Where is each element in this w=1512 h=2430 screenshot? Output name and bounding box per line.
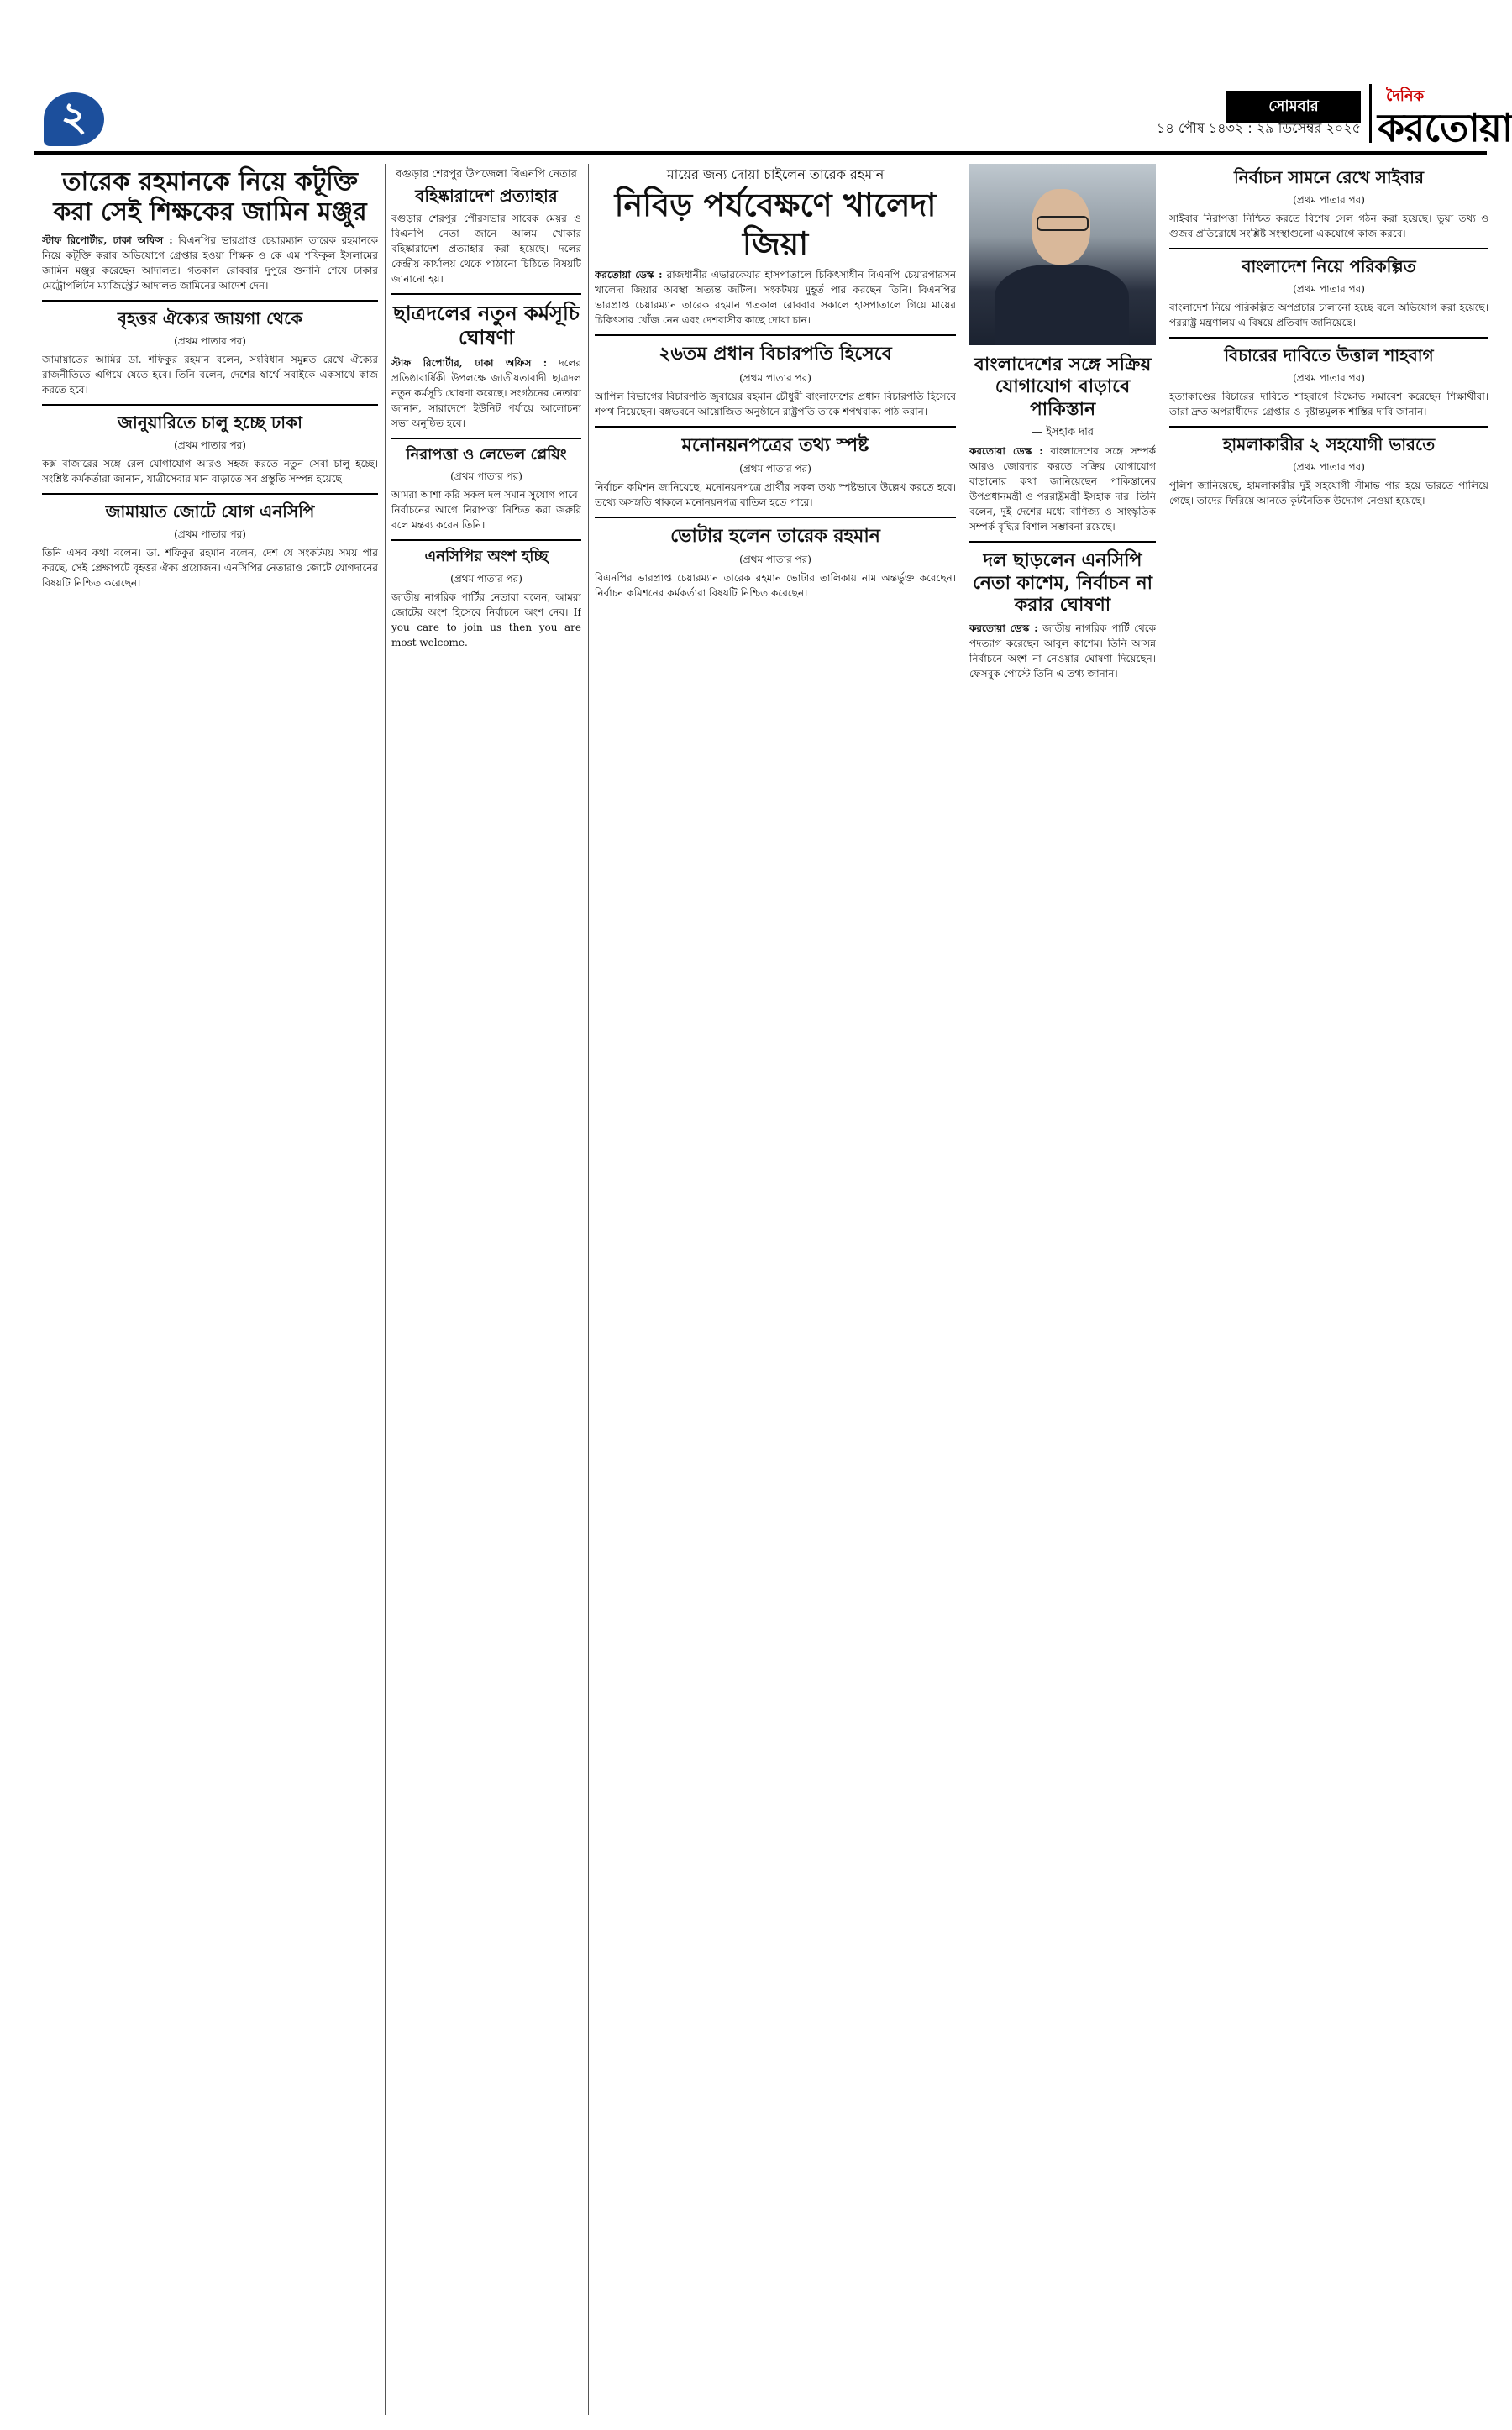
kicker: বগুড়ার শেরপুর উপজেলা বিএনপি নেতার (396, 168, 577, 181)
logo-small-text: দৈনিক (1386, 87, 1425, 105)
column-rule (385, 164, 386, 2415)
headline-pakistan-contact: বাংলাদেশের সঙ্গে সক্রিয় যোগাযোগ বাড়াবে পাকিস্তান (974, 354, 1152, 420)
continued-label: (প্রথম পাতার পর) (450, 470, 522, 483)
byline: স্টাফ রিপোর্টার, ঢাকা অফিস : (42, 234, 173, 246)
photo-glasses (1037, 216, 1089, 231)
story-text: হত্যাকাণ্ডের বিচারের দাবিতে শাহবাগে বিক্ষোভ সমাবেশ করেছেন শিক্ষার্থীরা। তারা দ্রুত অপরাধীদের গ্রেপ্তার ও দৃষ্টান্তমূলক শাস্তির দাবি জানান। (1169, 391, 1488, 417)
headline-nomination-info: মনোনয়নপত্রের তথ্য স্পষ্ট (681, 433, 869, 456)
lead-text: রাজধানীর এভারকেয়ার হাসপাতালে চিকিৎসাধীন বিএনপি চেয়ারপারসন খালেদা জিয়ার অবস্থা অত্যন্ত জটিল। সংকটময় মুহূর্ত পার করছেন তিনি। বিএনপির ভারপ্রাপ্ত চেয়ারম্যান তারেক রহমান গতকাল রোববার সকালে হাসপাতালে গিয়ে মায়ের চিকিৎসার খোঁজ নেন এবং দেশবাসীর কাছে দোয়া চান। (595, 269, 956, 327)
story-text: পুলিশ জানিয়েছে, হামলাকারীর দুই সহযোগী সীমান্ত পার হয়ে ভারতে পালিয়ে গেছে। তাদের ফিরিয়ে আনতে কূটনৈতিক উদ্যোগ নেওয়া হয়েছে। (1169, 480, 1488, 506)
story-text: বিএনপির ভারপ্রাপ্ত চেয়ারম্যান তারেক রহমানকে নিয়ে কটূক্তি করার অভিযোগে গ্রেপ্তার হওয়া শিক্ষক ও কে এম শফিকুল ইসলামের জামিন মঞ্জুর করেছেন আদালত। গতকাল রোববার দুপুরে শুনানি শেষে ঢাকার মেট্রোপলিটন ম্যাজিস্ট্রেট আদালত জামিনের আদেশ দেন। (42, 234, 378, 291)
newspaper-logo: করতোয়া (1378, 105, 1512, 150)
story-text: তিনি এসব কথা বলেন। ডা. শফিকুর রহমান বলেন, দেশ যে সংকটময় সময় পার করছে, সেই প্রেক্ষাপটে বৃহত্তর ঐক্য প্রয়োজন। এনসিপির নেতারাও জোটে যোগদানের বিষয়টি নিশ্চিত করেছেন। (42, 547, 378, 589)
story-text: আপিল বিভাগের বিচারপতি জুবায়ের রহমান চৌধুরী বাংলাদেশের প্রধান বিচারপতি হিসেবে শপথ নিয়েছেন। বঙ্গভবনে আয়োজিত অনুষ্ঠানে রাষ্ট্রপতি তাকে শপথবাক্য পাঠ করান। (595, 390, 956, 417)
dateline: করতোয়া ডেস্ক : (969, 445, 1043, 458)
column-2 (391, 164, 581, 2415)
column-4 (969, 164, 1156, 2415)
story-text: বগুড়ার শেরপুর পৌরসভার সাবেক মেয়র ও বিএনপি নেতা জানে আলম খোকার বহিষ্কারাদেশ প্রত্যাহার করা হয়েছে। দলের কেন্দ্রীয় কার্যালয় থেকে পাঠানো চিঠিতে বিষয়টি জানানো হয়। (391, 213, 581, 285)
continued-label: (প্রথম পাতার পর) (450, 572, 522, 585)
continued-label: (প্রথম পাতার পর) (174, 528, 246, 540)
divider (595, 426, 956, 428)
headline-planned-propaganda: বাংলাদেশ নিয়ে পরিকল্পিত (1242, 256, 1416, 276)
kicker: মায়ের জন্য দোয়া চাইলেন তারেক রহমান (666, 166, 885, 182)
story-text: সাইবার নিরাপত্তা নিশ্চিত করতে বিশেষ সেল গঠন করা হয়েছে। ভুয়া তথ্য ও গুজব প্রতিরোধে সংশ্লিষ্ট সংস্থাগুলো একযোগে কাজ করবে। (1169, 213, 1488, 239)
byline: করতোয়া ডেস্ক : (595, 269, 663, 281)
continued-label: (প্রথম পাতার পর) (1293, 461, 1365, 473)
divider (42, 300, 378, 302)
divider (969, 541, 1156, 543)
headline-cyber: নির্বাচন সামনে রেখে সাইবার (1234, 167, 1424, 187)
headline-shahbag: বিচারের দাবিতে উত্তাল শাহবাগ (1224, 345, 1434, 365)
headline-expulsion-withdrawn: বহিষ্কারাদেশ প্রত্যাহার (415, 186, 558, 206)
story-text: বাংলাদেশের সঙ্গে সম্পর্ক আরও জোরদার করতে সক্রিয় যোগাযোগ বাড়ানোর কথা জানিয়েছেন পাকিস্তানের উপপ্রধানমন্ত্রী ও পররাষ্ট্রমন্ত্রী ইসহাক দার। তিনি বলেন, দুই দেশের মধ্যে বাণিজ্য ও সাংস্কৃতিক সম্পর্ক বৃদ্ধির বিশাল সম্ভাবনা রয়েছে। (969, 445, 1156, 533)
dateline: করতোয়া ডেস্ক : (969, 622, 1038, 635)
headline-kashem-resigns: দল ছাড়লেন এনসিপি নেতা কাশেম, নির্বাচন না করার ঘোষণা (973, 549, 1152, 616)
divider (1169, 426, 1488, 428)
byline: — ইসহাক দার (1031, 426, 1095, 439)
date-line: ১৪ পৌষ ১৪৩২ : ২৯ ডিসেম্বর ২০২৫ (1157, 120, 1361, 136)
continued-label: (প্রথম পাতার পর) (1293, 194, 1365, 206)
day-label: সোমবার (1226, 91, 1361, 123)
continued-label: (প্রথম পাতার পর) (739, 371, 811, 384)
divider (391, 293, 581, 295)
continued-label: (প্রথম পাতার পর) (739, 462, 811, 475)
divider (42, 404, 378, 406)
continued-label: (প্রথম পাতার পর) (1293, 283, 1365, 295)
continued-label: (প্রথম পাতার পর) (174, 335, 246, 347)
story-text: নির্বাচন কমিশন জানিয়েছে, মনোনয়নপত্রে প্রার্থীর সকল তথ্য স্পষ্টভাবে উল্লেখ করতে হবে। তথ্যে অসঙ্গতি থাকলে মনোনয়নপত্র বাতিল হতে পারে। (595, 480, 956, 508)
column-5 (1169, 164, 1488, 2415)
headline-chhatradal: ছাত্রদলের নতুন কর্মসূচি ঘোষণা (393, 301, 580, 349)
divider (1169, 337, 1488, 339)
headline-ncp-part: এনসিপির অংশ হচ্ছি (424, 548, 549, 566)
story-text: কক্স বাজারের সঙ্গে রেল যোগাযোগ আরও সহজ করতে নতুন সেবা চালু হচ্ছে। সংশ্লিষ্ট কর্মকর্তারা জানান, যাত্রীসেবার মান বাড়াতে সব প্রস্তুতি সম্পন্ন হয়েছে। (42, 458, 378, 485)
story-text: দলের প্রতিষ্ঠাবার্ষিকী উপলক্ষে জাতীয়তাবাদী ছাত্রদল নতুন কর্মসূচি ঘোষণা করেছে। সংগঠনের নেতারা জানান, সারাদেশে ইউনিট পর্যায়ে আলোচনা সভা অনুষ্ঠিত হবে। (391, 356, 581, 429)
story-text: আমরা আশা করি সকল দল সমান সুযোগ পাবে। নির্বাচনের আগে নিরাপত্তা নিশ্চিত করা জরুরি বলে মন্তব্য করেন তিনি। (391, 489, 581, 532)
story-text: জামায়াতের আমির ডা. শফিকুর রহমান বলেন, সংবিধান সমুন্নত রেখে ঐক্যের রাজনীতিতে এগিয়ে যেতে হবে। তিনি বলেন, দেশের স্বার্থে সবাইকে একসাথে কাজ করতে হবে। (42, 354, 378, 396)
headline-tarique-voter: ভোটার হলেন তারেক রহমান (670, 524, 880, 547)
headline-unity: বৃহত্তর ঐক্যের জায়গা থেকে (117, 308, 303, 328)
divider (1169, 248, 1488, 249)
masthead-rule (34, 151, 1487, 155)
headline-january-dhaka: জানুয়ারিতে চালু হচ্ছে ঢাকা (118, 412, 302, 433)
divider (595, 334, 956, 336)
headline-chief-justice: ২৬তম প্রধান বিচারপতি হিসেবে (659, 343, 892, 365)
story-text: জাতীয় নাগরিক পার্টির নেতারা বলেন, আমরা জোটের অংশ হিসেবে নির্বাচনে অংশ নেব। If you care to join us then you are most welcome. (391, 590, 581, 648)
story-text: জাতীয় নাগরিক পার্টি থেকে পদত্যাগ করেছেন আবুল কাশেম। তিনি আসন্ন নির্বাচনে অংশ না নেওয়ার ঘোষণা দিয়েছেন। ফেসবুক পোস্টে তিনি এ তথ্য জানান। (969, 622, 1156, 680)
ishaq-dar-photo (969, 164, 1156, 345)
divider (595, 517, 956, 518)
headline-teacher-bail: তারেক রহমানকে নিয়ে কটূক্তি করা সেই শিক্ষকের জামিন মঞ্জুর (53, 167, 367, 227)
divider (42, 493, 378, 495)
divider (391, 539, 581, 541)
column-1 (42, 164, 378, 2415)
divider (391, 438, 581, 439)
column-rule (588, 164, 589, 2415)
story-text: বিএনপির ভারপ্রাপ্ত চেয়ারম্যান তারেক রহমান ভোটার তালিকায় নাম অন্তর্ভুক্ত করেছেন। নির্বাচন কমিশনের কর্মকর্তারা বিষয়টি নিশ্চিত করেছেন। (595, 572, 956, 600)
page-number-badge: ২ (44, 92, 104, 146)
continued-label: (প্রথম পাতার পর) (174, 439, 246, 451)
continued-label: (প্রথম পাতার পর) (1293, 372, 1365, 384)
continued-label: (প্রথম পাতার পর) (739, 554, 811, 566)
headline-ncp-alliance: জামায়াত জোটে যোগ এনসিপি (105, 501, 315, 522)
byline: স্টাফ রিপোর্টার, ঢাকা অফিস : (391, 356, 548, 369)
photo-suit (995, 265, 1129, 345)
masthead (0, 0, 1512, 160)
story-text: বাংলাদেশ নিয়ে পরিকল্পিত অপপ্রচার চালানো হচ্ছে বলে অভিযোগ করা হয়েছে। পররাষ্ট্র মন্ত্রণালয় এ বিষয়ে প্রতিবাদ জানিয়েছে। (1169, 302, 1488, 328)
headline-attacker-associates: হামলাকারীর ২ সহযোগী ভারতে (1222, 434, 1436, 454)
headline-security-level-playing: নিরাপত্তা ও লেভেল প্লেয়িং (406, 445, 567, 464)
center-column (595, 164, 956, 2415)
lead-headline: নিবিড় পর্যবেক্ষণে খালেদা জিয়া (614, 186, 937, 262)
